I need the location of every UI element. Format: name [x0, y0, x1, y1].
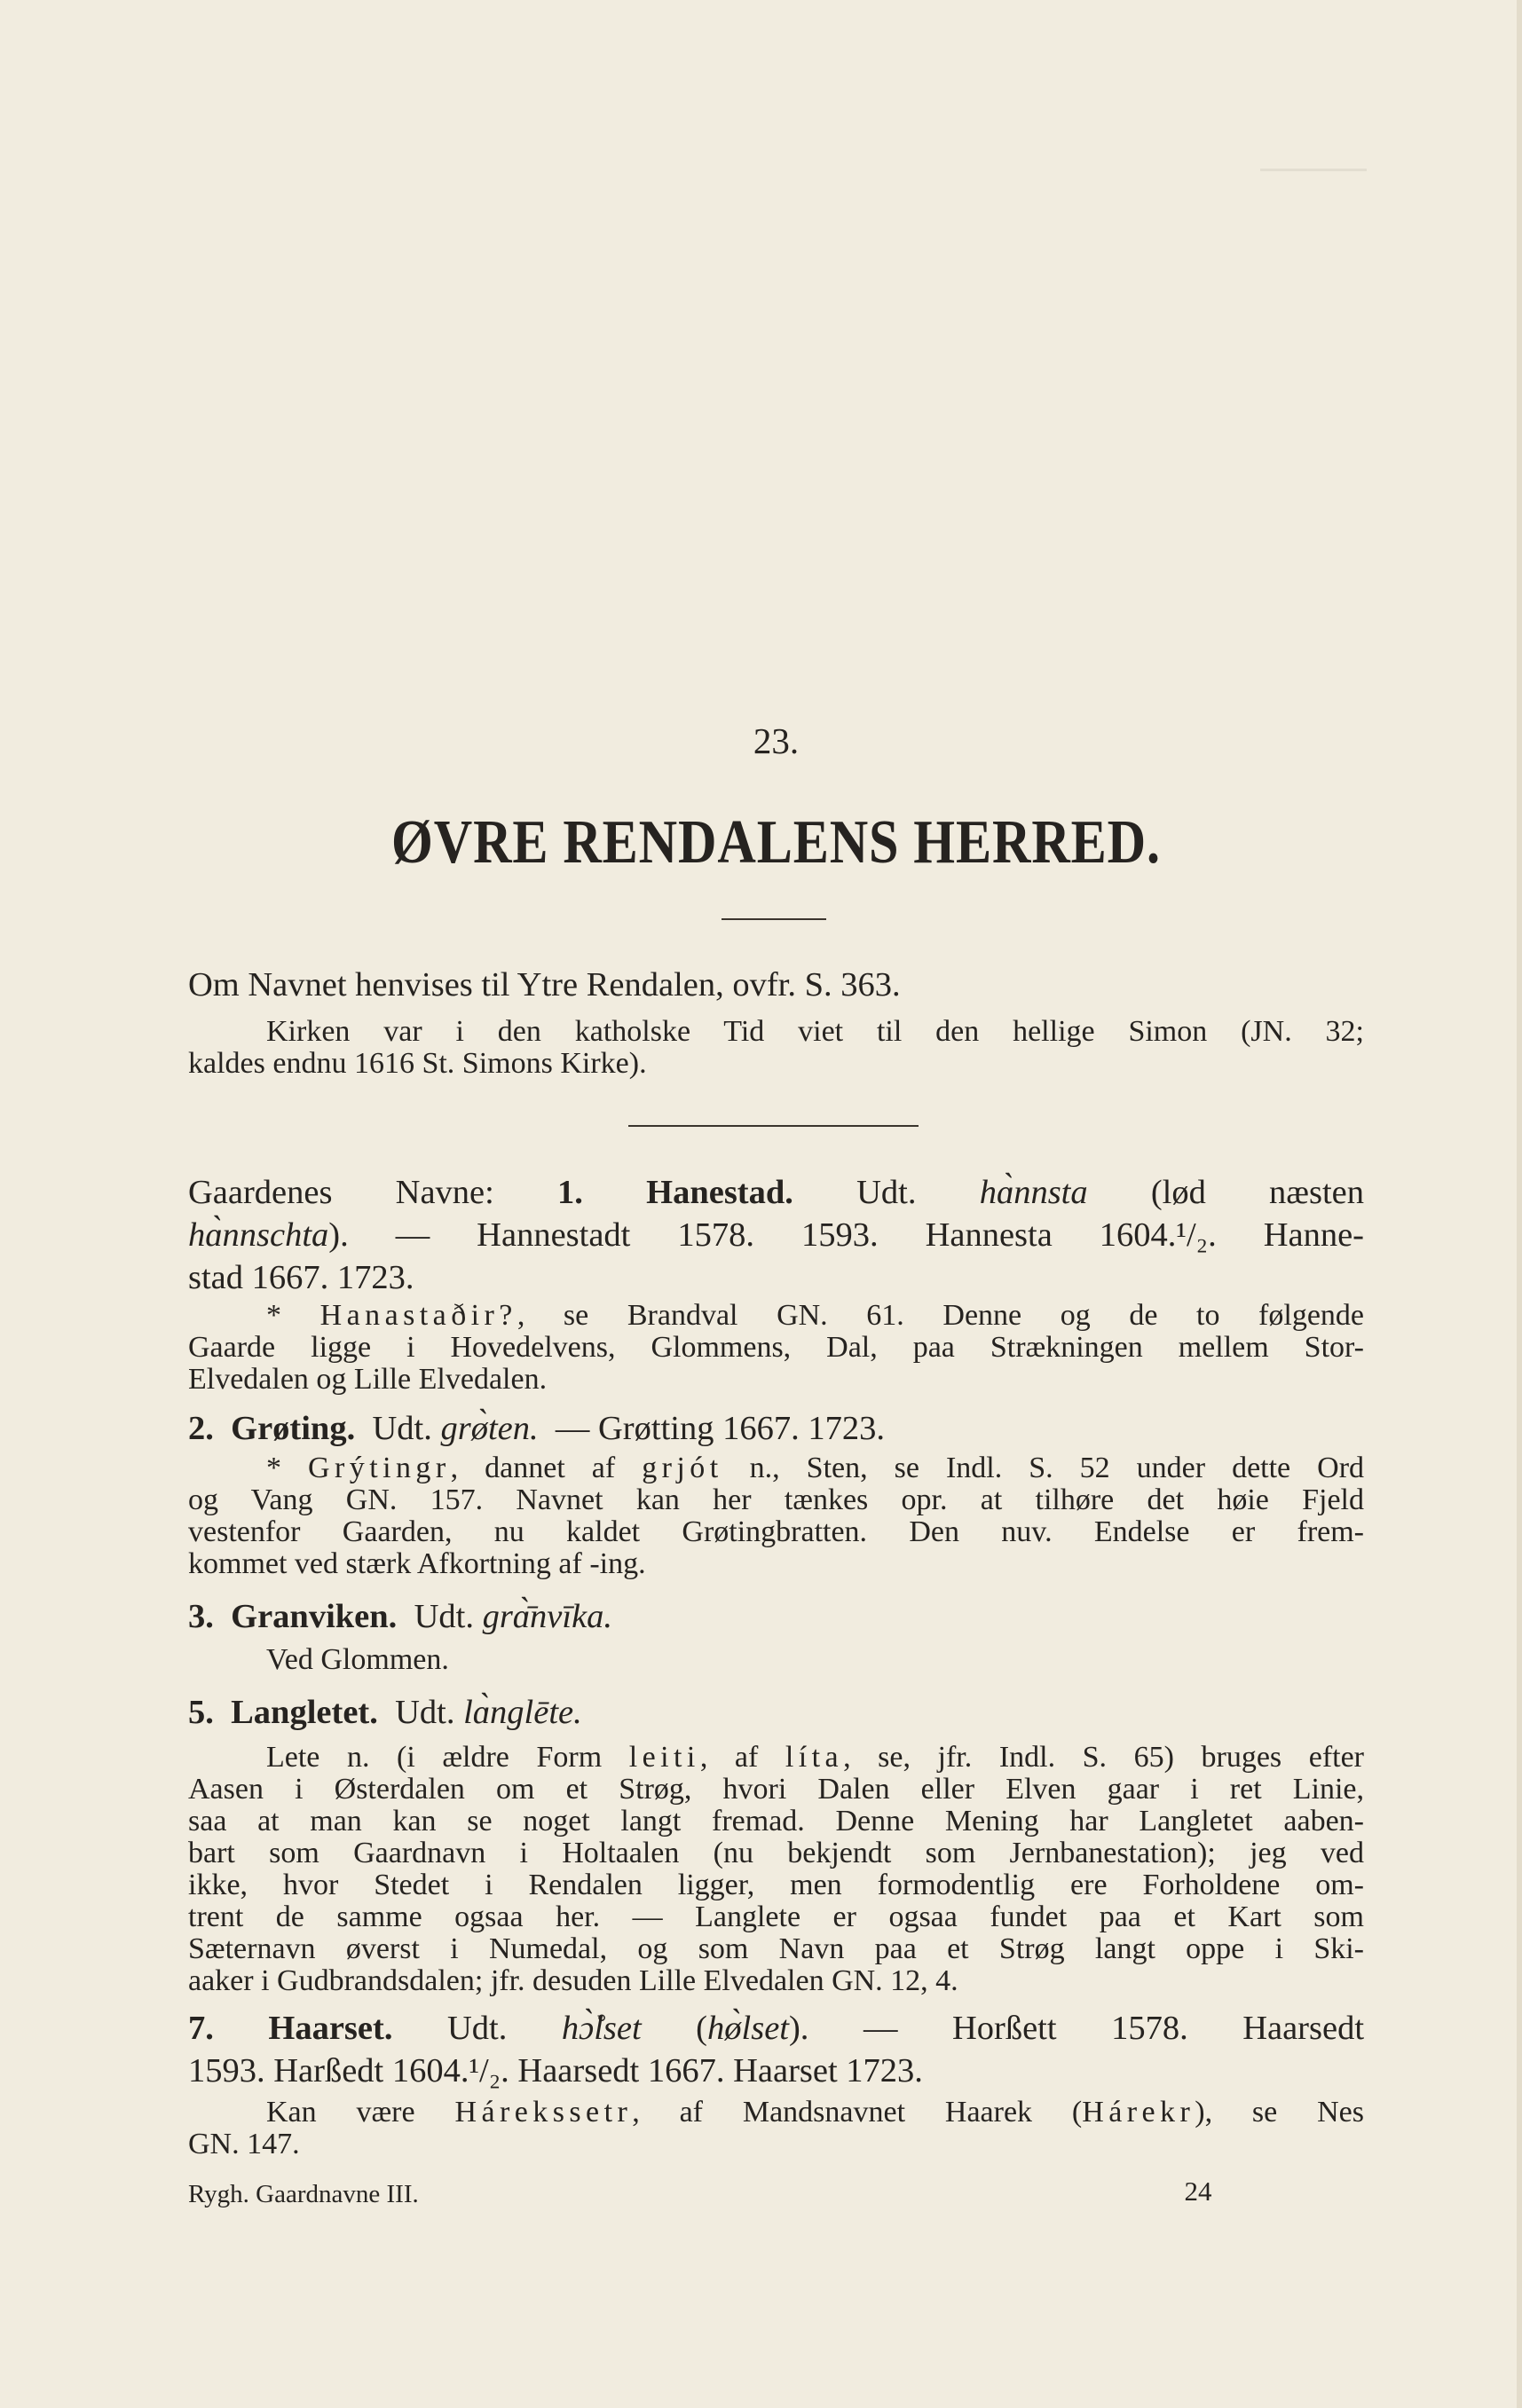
- farm-note: ikke, hvor Stedet i Rendalen ligger, men formodentlig ere Forholdene om-: [188, 1869, 1364, 1901]
- old-norse-form: Hanastaðir?: [319, 1299, 517, 1332]
- udt-label: Udt.: [856, 1174, 917, 1211]
- farm-entry-1: [188, 1171, 1364, 1214]
- farm-entry-1-forms: [188, 1214, 1364, 1256]
- farm-note: vestenfor Gaarden, nu kaldet Grøtingbratten. Den nuv. Endelse er frem-: [188, 1515, 1364, 1548]
- historic-forms: ). — Hannestadt 1578. 1593. Hannesta 1604.¹/₂. Hanne-: [328, 1216, 1364, 1254]
- note-text: Lete n. (i ældre Form: [266, 1741, 603, 1774]
- farm-entry-7-forms: 1593. Harßedt 1604.¹/₂. Haarsedt 1667. Haarset 1723.: [188, 2052, 923, 2089]
- historic-forms: — Grøtting 1667. 1723.: [555, 1410, 885, 1447]
- intro-note: Kirken var i den katholske Tid viet til den hellige Simon (JN. 32;: [266, 1015, 1364, 1048]
- footer-signature: Rygh. Gaardnavne III.: [188, 2180, 419, 2208]
- title-rule: [722, 918, 826, 920]
- old-norse-form: Hárekr: [1082, 2096, 1195, 2129]
- note-text: n., Sten, se Indl. S. 52 under dette Ord: [749, 1452, 1365, 1484]
- farm-name: Haarset.: [268, 2010, 393, 2047]
- pronunciation: hɑ̀nnschta: [188, 1216, 329, 1254]
- note-text: ), se Nes: [1195, 2096, 1364, 2129]
- farms-intro: Gaardenes Navne:: [188, 1174, 494, 1211]
- pronunciation: hø̀lset: [707, 2010, 789, 2047]
- farm-note: og Vang GN. 157. Navnet kan her tænkes opr. at tilhøre det høie Fjeld: [188, 1483, 1364, 1516]
- star: *: [266, 1452, 281, 1484]
- intro-line: Om Navnet henvises til Ytre Rendalen, ovfr. S. 363.: [188, 966, 901, 1003]
- farm-note: saa at man kan se noget langt fremad. Denne Mening har Langletet aaben-: [188, 1805, 1364, 1837]
- farm-note: [188, 1452, 1364, 1484]
- old-norse-form: grjót: [642, 1452, 723, 1484]
- farm-number: 1.: [557, 1174, 583, 1211]
- note-text: Kan være: [266, 2096, 415, 2129]
- farm-note: Gaarde ligge i Hovedelvens, Glommens, Dal, paa Strækningen mellem Stor-: [188, 1331, 1364, 1364]
- farm-note: [188, 2096, 1364, 2129]
- farm-note: Elvedalen og Lille Elvedalen.: [188, 1363, 548, 1396]
- star: *: [266, 1299, 281, 1332]
- farm-entry-5: [188, 1691, 1364, 1734]
- farm-note: bart som Gaardnavn i Holtaalen (nu bekjendt som Jernbanestation); jeg ved: [188, 1837, 1364, 1869]
- farm-note: aaker i Gudbrandsdalen; jfr. desuden Lille Elvedalen GN. 12, 4.: [188, 1964, 958, 1997]
- farm-entry-7: 7. Haarset. Udt. hɔ̊̀lset (hø̀lset). — Horßett 1578. Haarsedt: [188, 2010, 1365, 2047]
- udt-label: Udt.: [446, 2010, 508, 2047]
- farm-number: 7.: [188, 2010, 214, 2047]
- historic-forms: ). — Horßett 1578. Haarsedt: [788, 2010, 1365, 2047]
- farm-number: 5.: [188, 1694, 214, 1731]
- section-number: 23.: [753, 720, 800, 761]
- farm-name: Langletet.: [231, 1694, 378, 1731]
- footer-sheet-number: 24: [1184, 2176, 1212, 2207]
- note-text: , af: [699, 1741, 759, 1774]
- farm-note: Aasen i Østerdalen om et Strøg, hvori Dalen eller Elven gaar i ret Linie,: [188, 1773, 1364, 1806]
- note-text: , se Brandval GN. 61. Denne og de to følgende: [517, 1299, 1365, 1332]
- farm-note: Sæternavn øverst i Numedal, og som Navn paa et Strøg langt oppe i Ski-: [188, 1932, 1364, 1965]
- farm-name: Grøting.: [231, 1410, 356, 1447]
- section-rule: [628, 1125, 919, 1127]
- farm-entry-1-forms: stad 1667. 1723.: [188, 1259, 414, 1296]
- pronunciation: hɔ̊̀lset: [561, 2010, 642, 2047]
- farm-note: kommet ved stærk Afkortning af -ing.: [188, 1547, 646, 1580]
- farm-note: GN. 147.: [188, 2128, 300, 2160]
- farm-name: Hanestad.: [646, 1174, 793, 1211]
- farm-entry-3: [188, 1595, 1364, 1638]
- udt-label: Udt.: [414, 1598, 474, 1635]
- pronunciation: hɑ̀nnsta: [979, 1174, 1088, 1211]
- pronunciation: grɑ̄̀nvīka.: [482, 1598, 613, 1635]
- udt-label: Udt.: [395, 1694, 455, 1731]
- bleed-through: [1260, 142, 1367, 171]
- note-text: , se, jfr. Indl. S. 65) bruges efter: [843, 1741, 1365, 1774]
- old-norse-form: Grýtingr: [308, 1452, 451, 1484]
- page-edge: [1517, 0, 1522, 2408]
- farm-note: [188, 1299, 1364, 1332]
- page-title: ØVRE RENDALENS HERRED.: [391, 808, 1161, 877]
- intro-note: kaldes endnu 1616 St. Simons Kirke).: [188, 1047, 647, 1080]
- old-norse-form: líta: [785, 1741, 844, 1774]
- note-text: , dannet af: [450, 1452, 616, 1484]
- farm-note: Ved Glommen.: [266, 1643, 449, 1676]
- farm-number: 3.: [188, 1598, 214, 1635]
- pronunciation: grø̀ten.: [440, 1410, 539, 1447]
- udt-label: Udt.: [372, 1410, 432, 1447]
- pronunciation: lɑ̀nglēte.: [463, 1694, 582, 1731]
- farm-note: trent de samme ogsaa her. — Langlete er ogsaa fundet paa et Kart som: [188, 1900, 1364, 1933]
- farm-name: Granviken.: [231, 1598, 398, 1635]
- old-norse-form: Hárekssetr: [454, 2096, 633, 2129]
- farm-note: [188, 1741, 1364, 1774]
- farm-number: 2.: [188, 1410, 214, 1447]
- note-text: , af Mandsnavnet Haarek (: [632, 2096, 1083, 2129]
- note-text: (lød næsten: [1150, 1174, 1365, 1211]
- old-norse-form: leiti: [628, 1741, 700, 1774]
- farm-entry-2: [188, 1407, 1364, 1450]
